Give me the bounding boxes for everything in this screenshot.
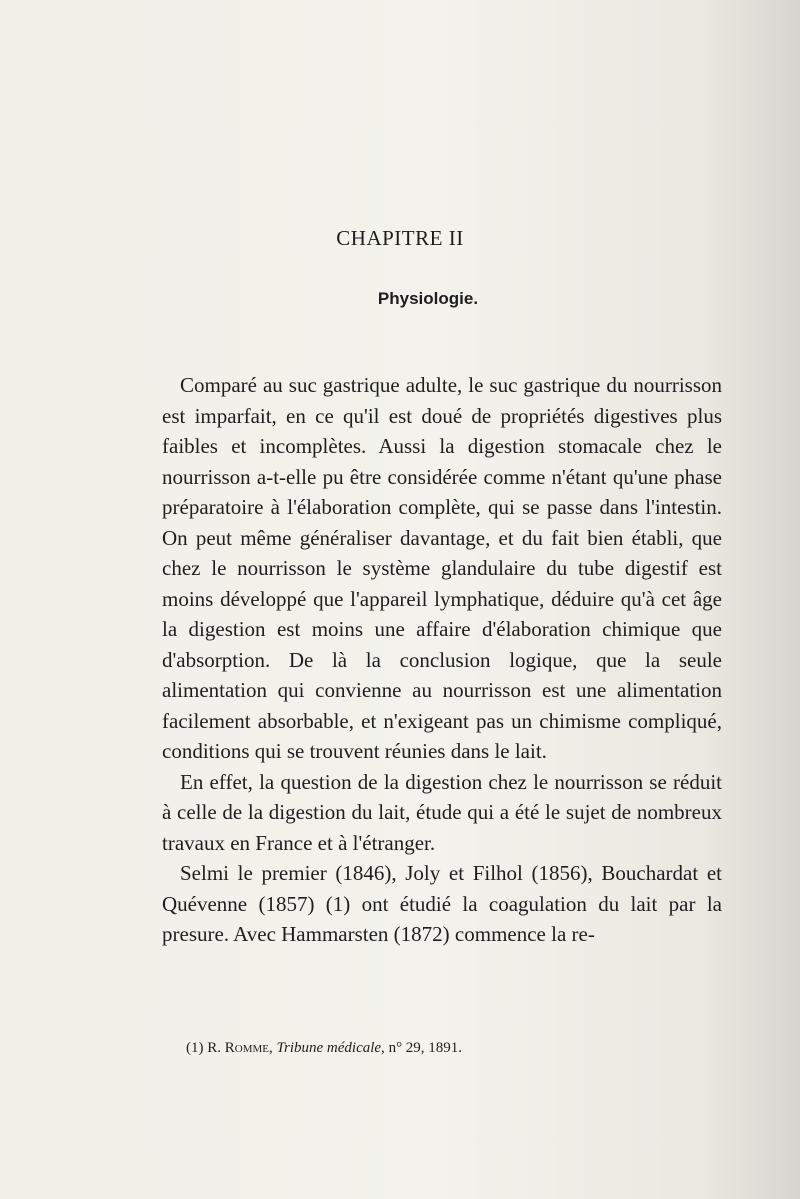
paragraph: Selmi le premier (1846), Joly et Filhol (1856), Bouchardat et Quévenne (1857) (1) ont étudié la coagulation du lait par la presure. Avec Hammarsten (1872) commence la re-	[162, 861, 722, 946]
paragraph: En effet, la question de la digestion chez le nourrisson se réduit à celle de la digestion du lait, étude qui a été le sujet de nombreux travaux en France et à l'étranger.	[162, 769, 722, 855]
section-title: Physiologie.	[377, 289, 479, 308]
paragraph: Comparé au suc gastrique adulte, le suc gastrique du nourrisson est imparfait, en ce qu'il est doué de propriétés digestives plus faibles et incomplètes. Aussi la digestion stomacale chez le nourrisson a-t-elle pu être considérée comme n'étant qu'une phase préparatoire à l'élaboration complète, qui se passe dans l'intestin. On peut même généraliser davantage, et du fait bien établi, que chez le nourrisson le système glandulaire du tube digestif est moins développé que l'appareil lymphatique, déduire qu'à cet âge la digestion est moins une affaire d'élaboration chimique que d'absorption. De là la conclusion logique, que la seule alimentation qui convienne au nourrisson est une alimentation facilement absorbable, et n'exigeant pas un chimisme compliqué, conditions qui se trouvent réunies dans le lait.	[162, 373, 722, 763]
footnote	[186, 1040, 706, 1057]
chapter-title: CHAPITRE II	[336, 226, 464, 250]
footnote-marker: (1)	[186, 1040, 204, 1056]
body-text	[162, 370, 722, 950]
footnote-author: R. Romme,	[207, 1040, 273, 1056]
footnote-reference: n° 29, 1891.	[388, 1040, 463, 1056]
footnote-journal: Tribune médicale,	[276, 1040, 385, 1056]
